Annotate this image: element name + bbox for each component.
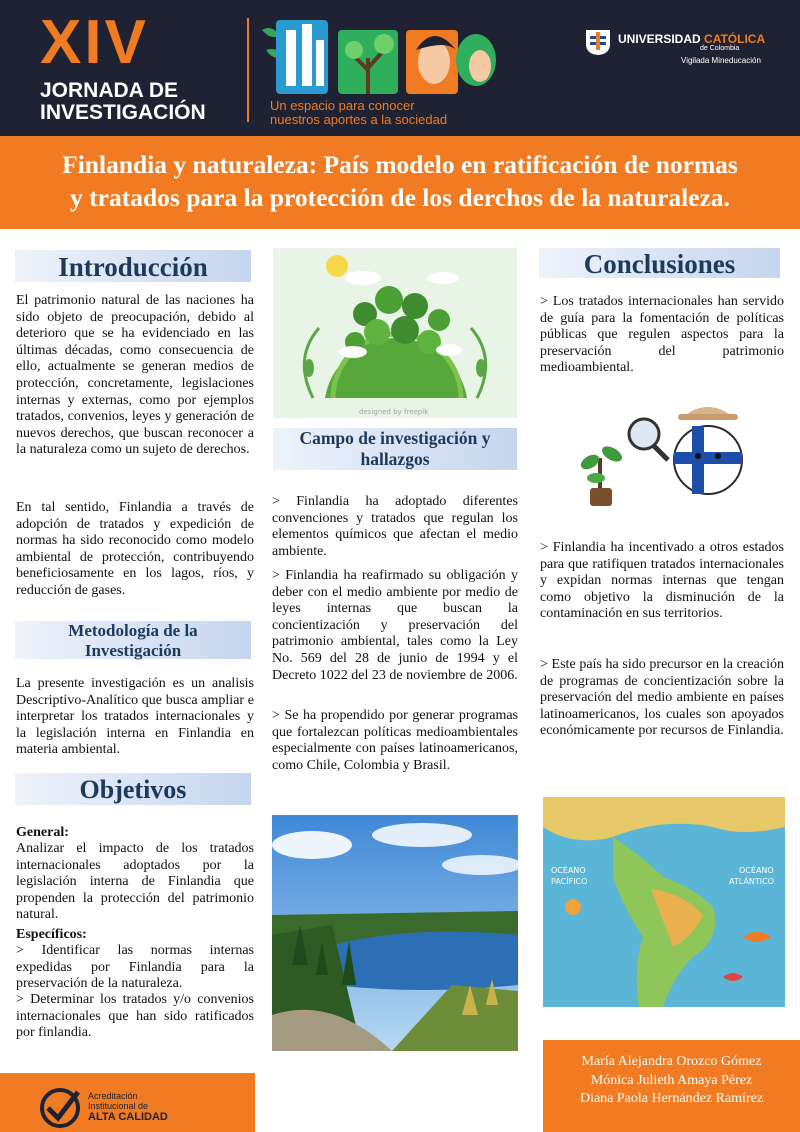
objetivo-especifico-1: > Identificar las normas internas expedidas por Finlandia para la preservación de la naturaleza. (16, 943, 254, 992)
university-supervision: Vigilada Mineducación (681, 56, 761, 65)
campo-paragraph-1: > Finlandia ha adoptado diferentes convenciones y tratados que regulan los elementos químicos que afectan el medio ambiente. (272, 494, 518, 559)
ocean-atlantic-label: OCÉANO (739, 866, 774, 875)
objetivo-especifico-2: > Determinar los tratados y/o convenios internacionales que han sido ratificados por finlandia. (16, 992, 254, 1041)
ocean-atlantic-label-2: ATLÁNTICO (729, 877, 774, 886)
campo-paragraph-3: > Se ha propendido por generar programas que fortalezcan políticas medioambientales especialmente con países latinoamericanos, como Chile, Colombia y Brasil. (272, 708, 518, 773)
earth-forest-illustration (273, 248, 517, 418)
accreditation-text: Acreditación Institucional de ALTA CALIDAD (88, 1091, 168, 1123)
university-name: UNIVERSIDAD CATÓLICA (618, 32, 766, 46)
ocean-pacific-label: OCÉANO (551, 866, 586, 875)
accreditation-check-icon (38, 1086, 82, 1128)
objetivo-general-text: Analizar el impacto de los tratados internacionales adoptados por la legislación interna de Finlandia que propenden la protección del patrimonio natural. (16, 841, 254, 923)
campo-heading: Campo de investigación y hallazgos (273, 428, 517, 472)
event-logo-illustration (256, 10, 506, 96)
author-1: María Alejandra Orozco Gómez (581, 1054, 762, 1069)
objetivo-general-label: General: (16, 825, 69, 840)
event-name: JORNADA DE INVESTIGACIÓN (40, 79, 206, 124)
objetivos-heading: Objetivos (15, 773, 251, 807)
metodologia-text: La presente investigación es un analisis Descriptivo-Analítico que busca ampliar e interpretar los tratados internacionales y la legislación interna en Finlandia en materia ambiental. (16, 676, 254, 758)
author-3: Diana Paola Hernández Ramírez (579, 1091, 764, 1106)
introduccion-paragraph-2: En tal sentido, Finlandia a través de adopción de tratados y expedición de normas ha sido reconocido como modelo ambiental de protección, contribuyendo beneficiosamente en los lagos, ríos, y reducción de gases. (16, 500, 254, 598)
objetivos-especificos-label: Específicos: (16, 927, 87, 942)
poster-title: Finlandia y naturaleza: País modelo en ratificación de normas y tratados para la protección de los derchos de la naturaleza. (62, 150, 738, 212)
conclusion-paragraph-1: > Los tratados internacionales han servido de guía para la fomentación de políticas públicas que regulen aspectos para la preservación del patrimonio medioambiental. (540, 294, 784, 376)
finland-lake-photo (272, 815, 518, 1051)
header-divider (247, 18, 249, 122)
conclusiones-heading: Conclusiones (539, 248, 780, 280)
latin-america-map-illustration (543, 797, 785, 1007)
ocean-pacific-label-2: PACÍFICO (551, 877, 588, 886)
event-number: XIV (40, 8, 149, 77)
image-credit: designed by freepik (359, 408, 429, 416)
university-shield-icon (584, 28, 612, 56)
conclusion-paragraph-2: > Finlandia ha incentivado a otros estados para que ratifiquen tratados internacionales y expidan normas internas que tengan como objetivo la disminución de la contaminación en sus territorios. (540, 540, 784, 622)
metodologia-heading: Metodología de la Investigación (15, 621, 251, 661)
university-country: de Colombia (700, 45, 740, 52)
author-2: Mónica Julieth Amaya Pérez (590, 1073, 753, 1088)
conclusion-paragraph-3: > Este país ha sido precursor en la creación de programas de concientización sobre la preservación del medio ambiente en países latinoamericanos, los cuales son apoyados económicamente por recursos de Finlandia. (540, 657, 784, 739)
event-tagline: Un espacio para conocer nuestros aportes a la sociedad (270, 98, 448, 127)
introduccion-heading: Introducción (15, 250, 251, 284)
introduccion-paragraph-1: El patrimonio natural de las naciones ha sido objeto de preocupación, debido al deterioro que se ha evidenciado en las últimas décadas, como consecuencia de ello, actualmente se generan medios de protección, concretamente, legislaciones internas y externas, como por ejemplos tratados, convenios, leyes y generación de nuevos derechos, que buscan reconocer a la naturaleza como un sujeto de derechos. (16, 293, 254, 458)
finland-mascot-illustration (580, 398, 750, 510)
campo-paragraph-2: > Finlandia ha reafirmado su obligación y deber con el medio ambiente por medio de leyes internas que buscan la concientización y preservación del patrimonio ambiental, tales como la Ley No. 569 del 28 de junio de 1994 y el Decreto 1022 del 23 de noviembre de 2006. (272, 568, 518, 683)
